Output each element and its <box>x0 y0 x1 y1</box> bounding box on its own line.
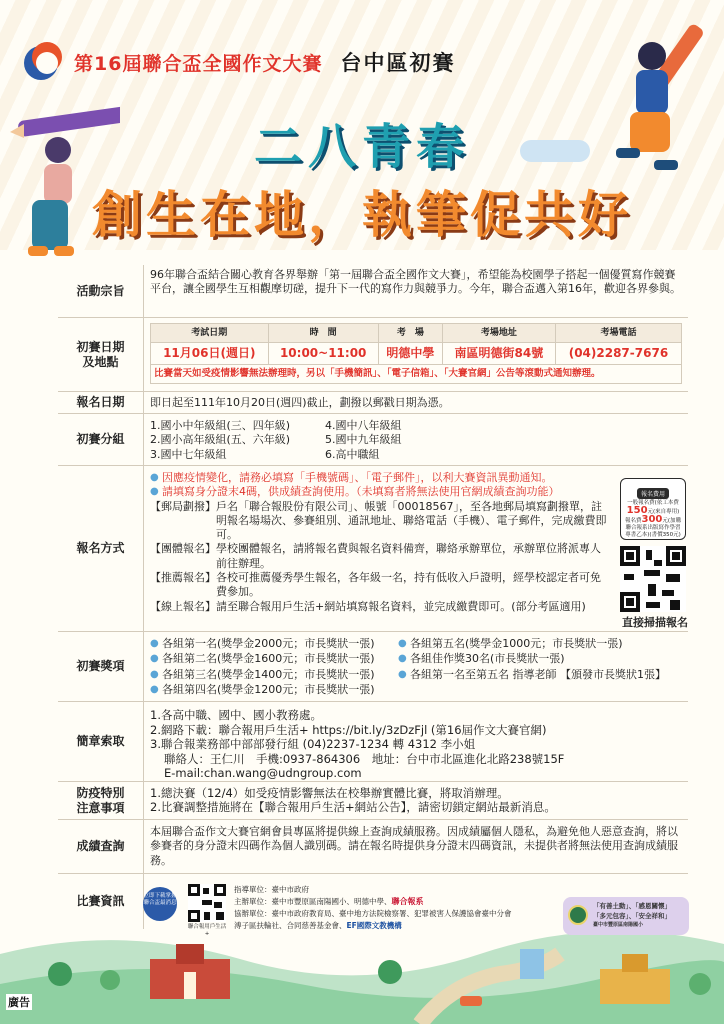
udn-cup-logo <box>22 40 66 84</box>
download-app-badge[interactable]: 立即下載掌握聯合盃最消息 <box>143 887 177 921</box>
row-date-venue <box>58 317 688 391</box>
prize-item: ● 各組第三名(獎學金1400元；市長獎狀一張) <box>150 668 398 683</box>
reg-note-text: 請填寫身分證末4碼，供成績查詢使用。（未填寫者將無法使用官網成績查詢功能） <box>162 485 560 499</box>
reg-note <box>150 471 608 485</box>
info-table <box>58 265 688 929</box>
fee-line: 元(來自專用) <box>647 509 680 515</box>
prize-text: 各組佳作獎30名(市長獎狀一張) <box>410 652 565 666</box>
reg-item-key: 【推薦報名】 <box>150 571 216 585</box>
row-prizes <box>58 631 688 701</box>
label-groups: 初賽分組 <box>58 414 144 465</box>
udn-brand: 聯合報系 <box>391 897 424 906</box>
group-item: 4.國中八年級組 <box>325 419 402 432</box>
sponsor-list <box>234 884 564 932</box>
label-epidemic-text: 防疫特別注意事項 <box>76 785 125 815</box>
schedule-header: 考 場 <box>378 324 442 343</box>
schedule-header: 考場地址 <box>442 324 555 343</box>
reg-item-text: 各校可推薦優秀學生報名，各年級一名，持有低收入戶證明，經學校認定者可免費參加。 <box>216 571 601 599</box>
reg-item-text: 請至聯合報用戶生活+網站填寫報名資料，並完成繳費即可。(部分考區適用) <box>216 599 586 613</box>
fee-price: 300 <box>641 514 663 525</box>
reg-item-key: 【團體報名】 <box>150 542 216 556</box>
brochure-line: 3.聯合報業務部中部部發行組 (04)2237-1234 轉 4312 李小姐 <box>150 737 476 751</box>
label-date-venue-text: 初賽日期及地點 <box>76 339 125 369</box>
label-reg-method: 報名方式 <box>58 466 144 631</box>
prize-text: 各組第四名(獎學金1200元；市長獎狀一張) <box>162 682 375 696</box>
label-info: 比賽資訊 <box>58 874 144 929</box>
fee-line: 專書乙本)(書價350元) <box>625 532 681 538</box>
fee-title: 報名費用 <box>637 488 669 499</box>
label-results: 成績查詢 <box>58 820 144 873</box>
school-slogan-badge <box>563 897 689 935</box>
region-title: 台中區初賽 <box>340 51 456 75</box>
fee-line: 一般報名費(依工本費 <box>627 500 679 506</box>
contest-name: 第16屆聯合盃全國作文大賽 <box>74 52 323 75</box>
label-brochure: 簡章索取 <box>58 702 144 781</box>
prize-item: ● 各組第二名(獎學金1600元；市長獎狀一張) <box>150 652 398 667</box>
prize-text: 各組第三名(獎學金1400元；市長獎狀一張) <box>162 667 375 681</box>
school-seal-icon <box>568 905 588 925</box>
fee-price: 150 <box>626 505 648 516</box>
fee-line: 報名費 <box>624 518 642 524</box>
prize-text: 各組第二名(獎學金1600元；市長獎狀一張) <box>162 652 375 666</box>
group-item: 5.國中九年級組 <box>325 433 402 447</box>
brochure-content <box>144 702 688 781</box>
bullet-icon: ● <box>150 486 159 498</box>
prize-item: ● 各組第四名(獎學金1200元；市長獎狀一張) <box>150 683 398 698</box>
label-purpose: 活動宗旨 <box>58 265 144 317</box>
exam-venue: 明德中學 <box>378 343 442 364</box>
row-reg-method <box>58 465 688 631</box>
epidemic-content <box>144 782 688 819</box>
ef-brand: EF國際文教機構 <box>346 921 402 930</box>
group-list <box>144 414 688 465</box>
row-epidemic <box>58 781 688 819</box>
contest-header <box>22 40 562 84</box>
label-reg-date: 報名日期 <box>58 392 144 413</box>
exam-time: 10:00~11:00 <box>268 343 378 364</box>
label-date-venue <box>58 318 144 391</box>
schedule-table <box>150 323 682 365</box>
theme-title-line2: 創生在地，執筆促共好 <box>92 186 632 244</box>
slogan-line: 「多元包容」、「安全祥和」 <box>593 912 671 920</box>
advertisement-label: 廣告 <box>8 996 30 1009</box>
row-reg-date <box>58 391 688 413</box>
reg-item-group <box>150 542 608 571</box>
reg-item-text: 戶名「聯合報股份有限公司」、帳號「00018567」，至各地郵局填寫劃撥單，註明報名場場次、參賽組別、通訊地址、聯絡電話（手機）、電子郵件，完成繳費即可。 <box>216 499 607 542</box>
prize-item: ● 各組第一名至第五名 指導老師 【頒發市長獎狀1張】 <box>398 668 682 683</box>
fee-line: 聯合報系出版寫作學習 <box>625 525 681 531</box>
guide-unit: 指導單位：臺中市政府 <box>234 885 309 894</box>
reg-item-key: 【線上報名】 <box>150 599 216 613</box>
brochure-contact: 聯絡人：王仁川 手機:0937-864306 地址：台中市北區進化北路238號15F <box>164 751 565 766</box>
reg-note <box>150 485 608 499</box>
epidemic-line: 2.比賽調整措施將在【聯合報用戶生活+網站公告】，請密切鎖定網站最新消息。 <box>150 800 556 815</box>
reg-item-postal <box>150 500 608 543</box>
registration-qr-code[interactable] <box>620 546 686 612</box>
prize-item: ● 各組第五名(獎學金1000元；市長獎狀一張) <box>398 637 682 652</box>
reg-method-content <box>144 466 688 631</box>
row-purpose <box>58 265 688 317</box>
scan-to-register-caption: 直接掃描報名 <box>622 616 688 629</box>
results-text: 本屆聯合盃作文大賽官網會員專區將提供線上查詢成績服務。因成績屬個人隱私，為避免他人惡意查詢，將以參賽者的身分證末四碼作為個人識別碼。請在報名時提供身分證末四碼資訊，未提供者將無法使用查詢成績服務。 <box>150 825 678 867</box>
row-brochure <box>58 701 688 781</box>
bullet-icon: ● <box>150 472 159 483</box>
group-item: 1.國小中年級組(三、四年級) <box>150 419 291 432</box>
reg-note-text: 因應疫情變化，請務必填寫「手機號碼」、「電子郵件」，以利大賽資訊異動通知。 <box>162 471 553 484</box>
prize-text: 各組第一名(獎學金2000元；市長獎狀一張) <box>162 637 375 650</box>
prize-item: ● 各組第一名(獎學金2000元；市長獎狀一張) <box>150 637 398 652</box>
reg-item-online <box>150 600 608 614</box>
group-item: 6.高中職組 <box>325 447 380 461</box>
schedule-header: 時 間 <box>268 324 378 343</box>
app-qr-label: 聯合報用戶生活+ <box>187 924 227 937</box>
venue-address: 南區明德街84號 <box>442 343 555 364</box>
epidemic-line: 1.總決賽（12/4）如受疫情影響無法在校舉辦實體比賽，將取消辦理。 <box>150 786 509 800</box>
brochure-link-line[interactable]: 2.網路下載：聯合報用戶生活+ https://bit.ly/3zDzFjl (第16屆作文大賽官網) <box>150 722 547 737</box>
reg-item-recommend <box>150 571 608 600</box>
slogan-line: 「有善土動」、「感恩關懷」 <box>593 902 671 910</box>
slogan-line: 臺中市豐原區南陽國小 <box>593 922 644 928</box>
row-results <box>58 819 688 873</box>
co-organizers: 協辦單位：臺中市政府教育局、臺中地方法院檢察署、犯罪被害人保護協會臺中分會 <box>234 909 512 918</box>
co-organizers-2: 溥子區扶輪社、合同慈善基金會、 <box>234 921 347 930</box>
label-prizes: 初賽獎項 <box>58 632 144 701</box>
schedule-header: 考試日期 <box>151 324 269 343</box>
reg-date-text: 即日起至111年10月20日(週四)截止，劃撥以郵戳日期為憑。 <box>150 396 450 409</box>
schedule-header: 考場電話 <box>555 324 681 343</box>
schedule-cell <box>144 318 688 391</box>
group-item: 2.國小高年級組(五、六年級) <box>150 433 291 447</box>
prize-item: ● 各組佳作獎30名(市長獎狀一張) <box>398 652 682 667</box>
reg-item-key: 【郵局劃撥】 <box>150 499 216 513</box>
prize-list <box>144 632 688 701</box>
prize-text: 各組第一名至第五名 指導老師 【頒發市長獎狀1張】 <box>410 667 666 681</box>
row-groups <box>58 413 688 465</box>
exam-date: 11月06日(週日) <box>151 343 269 364</box>
brochure-email[interactable]: E-mail:chan.wang@udngroup.com <box>164 766 362 780</box>
schedule-note: 比賽當天如受疫情影響無法辦理時，另以「手機簡訊」、「電子信箱」、「大賽官網」公告等滾動式通知辦理。 <box>150 365 682 384</box>
purpose-text: 96年聯合盃結合關心教育各界舉辦「第一屆聯合盃全國作文大賽」，希望能為校園學子搭起一個優質寫作競賽平台，讓全國學生互相觀摩切磋，提升下一代的寫作力與競爭力。今年，聯合盃邁入第16年，歡迎各界參與。 <box>150 268 681 296</box>
brochure-line: 1.各高中職、國中、國小教務處。 <box>150 708 322 722</box>
theme-title-line1: 二八青春 <box>253 119 470 175</box>
host-unit: 主辦單位：臺中市豐原區南陽國小、明德中學、 <box>234 897 392 906</box>
prize-text: 各組第五名(獎學金1000元；市長獎狀一張) <box>410 637 623 650</box>
reg-item-text: 學校團體報名，請將報名費與報名資料備齊，聯絡承辦單位，承辦單位將派專人前往辦理。 <box>216 542 601 570</box>
label-epidemic <box>58 782 144 819</box>
fee-box <box>620 478 686 540</box>
group-item: 3.國中七年級組 <box>150 447 227 461</box>
fee-line: 元(加購 <box>662 518 682 524</box>
venue-phone: (04)2287-7676 <box>555 343 681 364</box>
app-qr-code[interactable] <box>188 884 226 922</box>
